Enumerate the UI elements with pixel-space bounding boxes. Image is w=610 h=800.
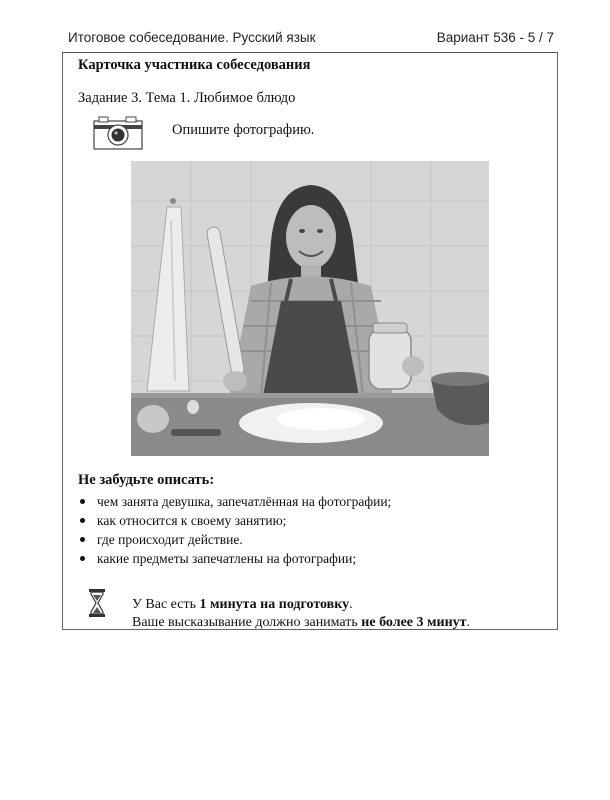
task-title: Задание 3. Тема 1. Любимое блюдо: [78, 90, 296, 106]
bullet-icon: [80, 518, 85, 523]
camera-icon: [93, 115, 143, 151]
prep-time-bold: 1 минута на подготовку: [199, 597, 350, 612]
remember-list: [78, 492, 391, 568]
prep-line-1: [132, 596, 470, 614]
hourglass-icon: [88, 589, 106, 617]
answer-time-bold: не более 3 минут: [361, 615, 467, 630]
card-title: Карточка участника собеседования: [78, 57, 311, 73]
remember-heading: Не забудьте описать:: [78, 472, 215, 488]
header-subject: Итоговое собеседование. Русский язык: [68, 30, 316, 45]
list-item-text: чем занята девушка, запечатлённая на фотографии;: [97, 494, 392, 509]
answer-punct: .: [466, 615, 471, 630]
preparation-note: [132, 596, 470, 632]
prep-text: У Вас есть: [132, 597, 200, 612]
list-item: [78, 549, 391, 568]
prep-line-2: [132, 614, 470, 632]
list-item: [78, 530, 391, 549]
answer-text: Ваше высказывание должно занимать: [132, 615, 362, 630]
bullet-icon: [80, 537, 85, 542]
bullet-icon: [80, 556, 85, 561]
list-item: [78, 492, 391, 511]
instruction-text: Опишите фотографию.: [172, 122, 315, 138]
list-item-text: где происходит действие.: [97, 532, 243, 547]
header-variant: Вариант 536 - 5 / 7: [436, 30, 554, 45]
prep-punct: .: [349, 597, 353, 612]
bullet-icon: [80, 499, 85, 504]
list-item-text: какие предметы запечатлены на фотографии;: [97, 551, 357, 566]
list-item-text: как относится к своему занятию;: [97, 513, 287, 528]
photo-woman-baking: [131, 161, 489, 456]
list-item: [78, 511, 391, 530]
